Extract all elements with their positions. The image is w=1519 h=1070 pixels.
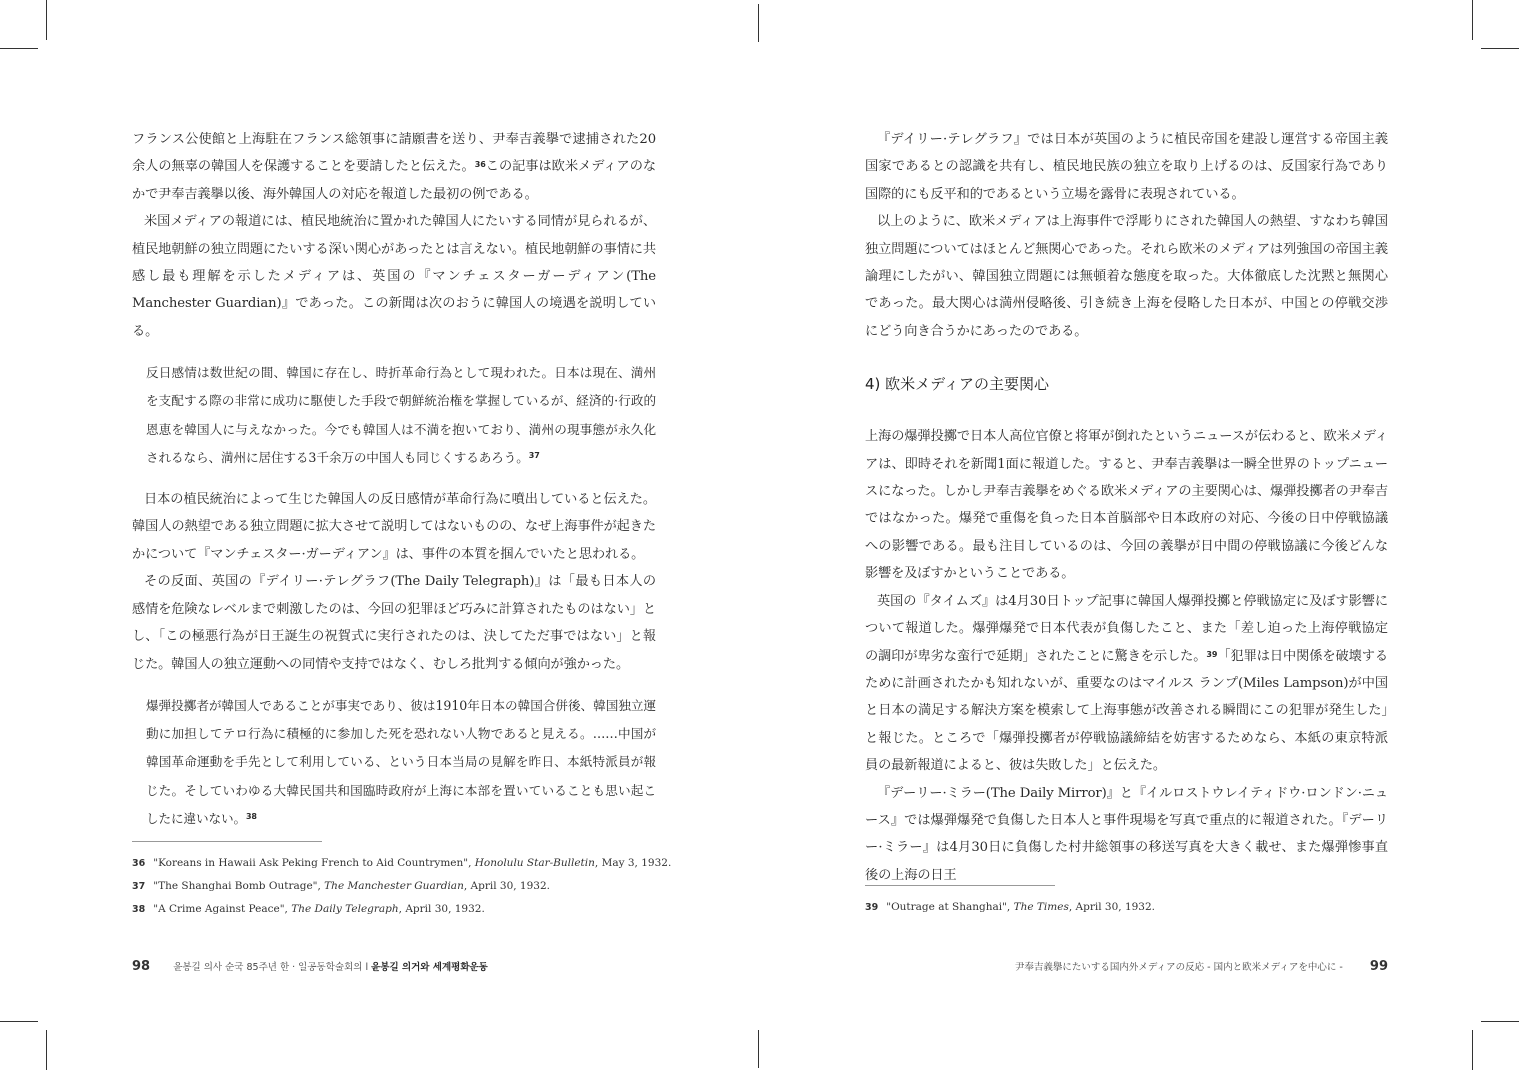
paragraph: 日本の植民統治によって生じた韓国人の反日感情が革命行為に噴出していると伝えた。韓国人の熱望である独立問題に拡大させて説明してはないものの、なぜ上海事件が起きたかについて『マンチェスター·ガーディアン』は、事件の本質を掴んでいたと思われる。: [132, 492, 656, 562]
left-page: [0, 0, 759, 1070]
paragraph: 『デーリー·ミラー(The Daily Mirror)』と『イルロストウレイティドウ·ロンドン·ニュース』では爆弾爆発で負傷した日本人と事件現場を写真で重点的に報道された。『デーリー·ミラー』は4月30日に負傷した村井総領事の移送写真を大きく載せ、また爆弾惨事直後の上海の日王: [865, 785, 1388, 883]
running-head: 尹奉吉義擧にたいする国内外メディアの反応 - 国内と欧米メディアを中心に -: [1014, 962, 1343, 973]
quote-text: 反日感情は数世紀の間、韓国に存在し、時折革命行為として現われた。日本は現在、満州を支配する際の非常に成功に駆使した手段で朝鮮統治権を掌握しているが、経済的·行政的恩恵を韓国人に与えなかった。今でも韓国人は不満を抱いており、満州の現事態が永久化されるなら、満州に居住する3千余万の中国人も同じくするあろう。$^{37}$: [146, 365, 656, 465]
footnote: 38 "A Crime Against Peace", The Daily Telegraph, April 30, 1932.: [132, 903, 485, 915]
paragraph: フランス公使館と上海駐在フランス総領事に請願書を送り、尹奉吉義擧で逮捕された20余人の無辜の韓国人を保護することを要請したと伝えた。$^{36}$この記事は欧米メディアのなかで尹奉吉義擧以後、海外韓国人の対応を報道した最初の例である。: [132, 132, 656, 202]
paragraph: 米国メディアの報道には、植民地統治に置かれた韓国人にたいする同情が見られるが、植民地朝鮮の独立問題にたいする深い関心があったとは言えない。植民地朝鮮の事情に共感し最も理解を示したメディアは、英国の『マンチェスターガーディアン(The Manchester Guardian)』であった。この新聞は次のおうに韓国人の境遇を説明している。: [132, 214, 656, 339]
paragraph: 上海の爆弾投擲で日本人高位官僚と将軍が倒れたというニュースが伝わると、欧米メディアは、即時それを新聞1面に報道した。すると、尹奉吉義擧は一瞬全世界のトップニュースになった。しかし尹奉吉義擧をめぐる欧米メディアの主要関心は、爆弾投擲者の尹奉吉ではなかった。爆発で重傷を負った日本首脳部や日本政府の対応、今後の日中停戦協議への影響である。最も注目しているのは、今回の義擧が日中間の停戦協議に今後どんな影響を及ぼすかということである。: [865, 429, 1388, 582]
footnote-divider: [132, 841, 322, 842]
quote-text: 爆弾投擲者が韓国人であることが事実であり、彼は1910年日本の韓国合併後、韓国独立運動に加担してテロ行為に積極的に参加した死を恐れない人物であると見える。……中国が韓国革命運動を手先として利用している、という日本当局の見解を昨日、本紙特派員が報じた。そしていわゆる大韓民国共和国臨時政府が上海に本部を置いていることも思い起こしたに違いない。$^{38}$: [146, 697, 656, 826]
paragraph: 『デイリー·テレグラフ』では日本が英国のように植民帝国を建設し運営する帝国主義国家であるとの認識を共有し、植民地民族の独立を取り上げるのは、反国家行為であり国際的にも反平和的であるという立場を露骨に表現されている。: [865, 132, 1388, 202]
block-quote: [146, 359, 656, 472]
section-heading: 4) 欧米メディアの主要関心: [865, 375, 1049, 394]
footnote-ref[interactable]: 37: [528, 450, 540, 460]
paragraph: 英国の『タイムズ』は4月30日トップ記事に韓国人爆弾投擲と停戦協定に及ぼす影響について報道した。爆弾爆発で日本代表が負傷したこと、また「差し迫った上海停戦協定の調印が卑劣な蛮行で延期」されたことに驚きを示した。$^{39}$「犯罪は日中関係を破壊するために計画されたかも知れないが、重要なのはマイルス ランプ(Miles Lampson)が中国と日本の満足する解決方案を模索して上海事態が改善される瞬間にこの犯罪が発生した」と報じた。ところで「爆弾投擲者が停戦協議締結を妨害するためなら、本紙の東京特派員の最新報道によると、彼は失敗した」と伝えた。: [865, 593, 1388, 774]
left-footer: [132, 955, 488, 974]
footnote-ref[interactable]: 39: [1206, 649, 1218, 659]
footnote-ref[interactable]: 38: [245, 811, 257, 821]
footnote: 36 "Koreans in Hawaii Ask Peking French to Aid Countrymen", Honolulu Star-Bulletin, May 3, 1932.: [132, 857, 672, 869]
running-head: 윤봉길 의사 순국 85주년 한 · 일공동학술회의 l 윤봉길 의거와 세계평화운동: [173, 962, 488, 973]
left-body-column: [132, 126, 656, 845]
right-body-column: [865, 126, 1388, 889]
page-number: 99: [1369, 959, 1388, 974]
footnote-divider: [865, 885, 1055, 886]
block-quote: [146, 692, 656, 833]
footnote: 39 "Outrage at Shanghai", The Times, April 30, 1932.: [865, 901, 1156, 913]
right-footer: [1015, 955, 1388, 974]
right-page: [760, 0, 1519, 1070]
paragraph: その反面、英国の『デイリー·テレグラフ(The Daily Telegraph)』は「最も日本人の感情を危険なレベルまで刺激したのは、今回の犯罪ほど巧みに計算されたものはない」とし、「この極悪行為が日王誕生の祝賀式に実行されたのは、決してただ事ではない」と報じた。韓国人の独立運動への同情や支持ではなく、むしろ批判する傾向が強かった。: [132, 574, 656, 672]
footnote: 37 "The Shanghai Bomb Outrage", The Manchester Guardian, April 30, 1932.: [132, 880, 550, 892]
footnote-ref[interactable]: 36: [474, 160, 486, 170]
page-number: 98: [132, 959, 151, 974]
paragraph: 以上のように、欧米メディアは上海事件で浮彫りにされた韓国人の熱望、すなわち韓国独立問題についてはほとんど無関心であった。それら欧米のメディアは列強国の帝国主義論理にしたがい、韓国独立問題には無頓着な態度を取った。大体徹底した沈黙と無関心であった。最大関心は満州侵略後、引き続き上海を侵略した日本が、中国との停戦交渉にどう向き合うかにあったのである。: [865, 214, 1388, 339]
